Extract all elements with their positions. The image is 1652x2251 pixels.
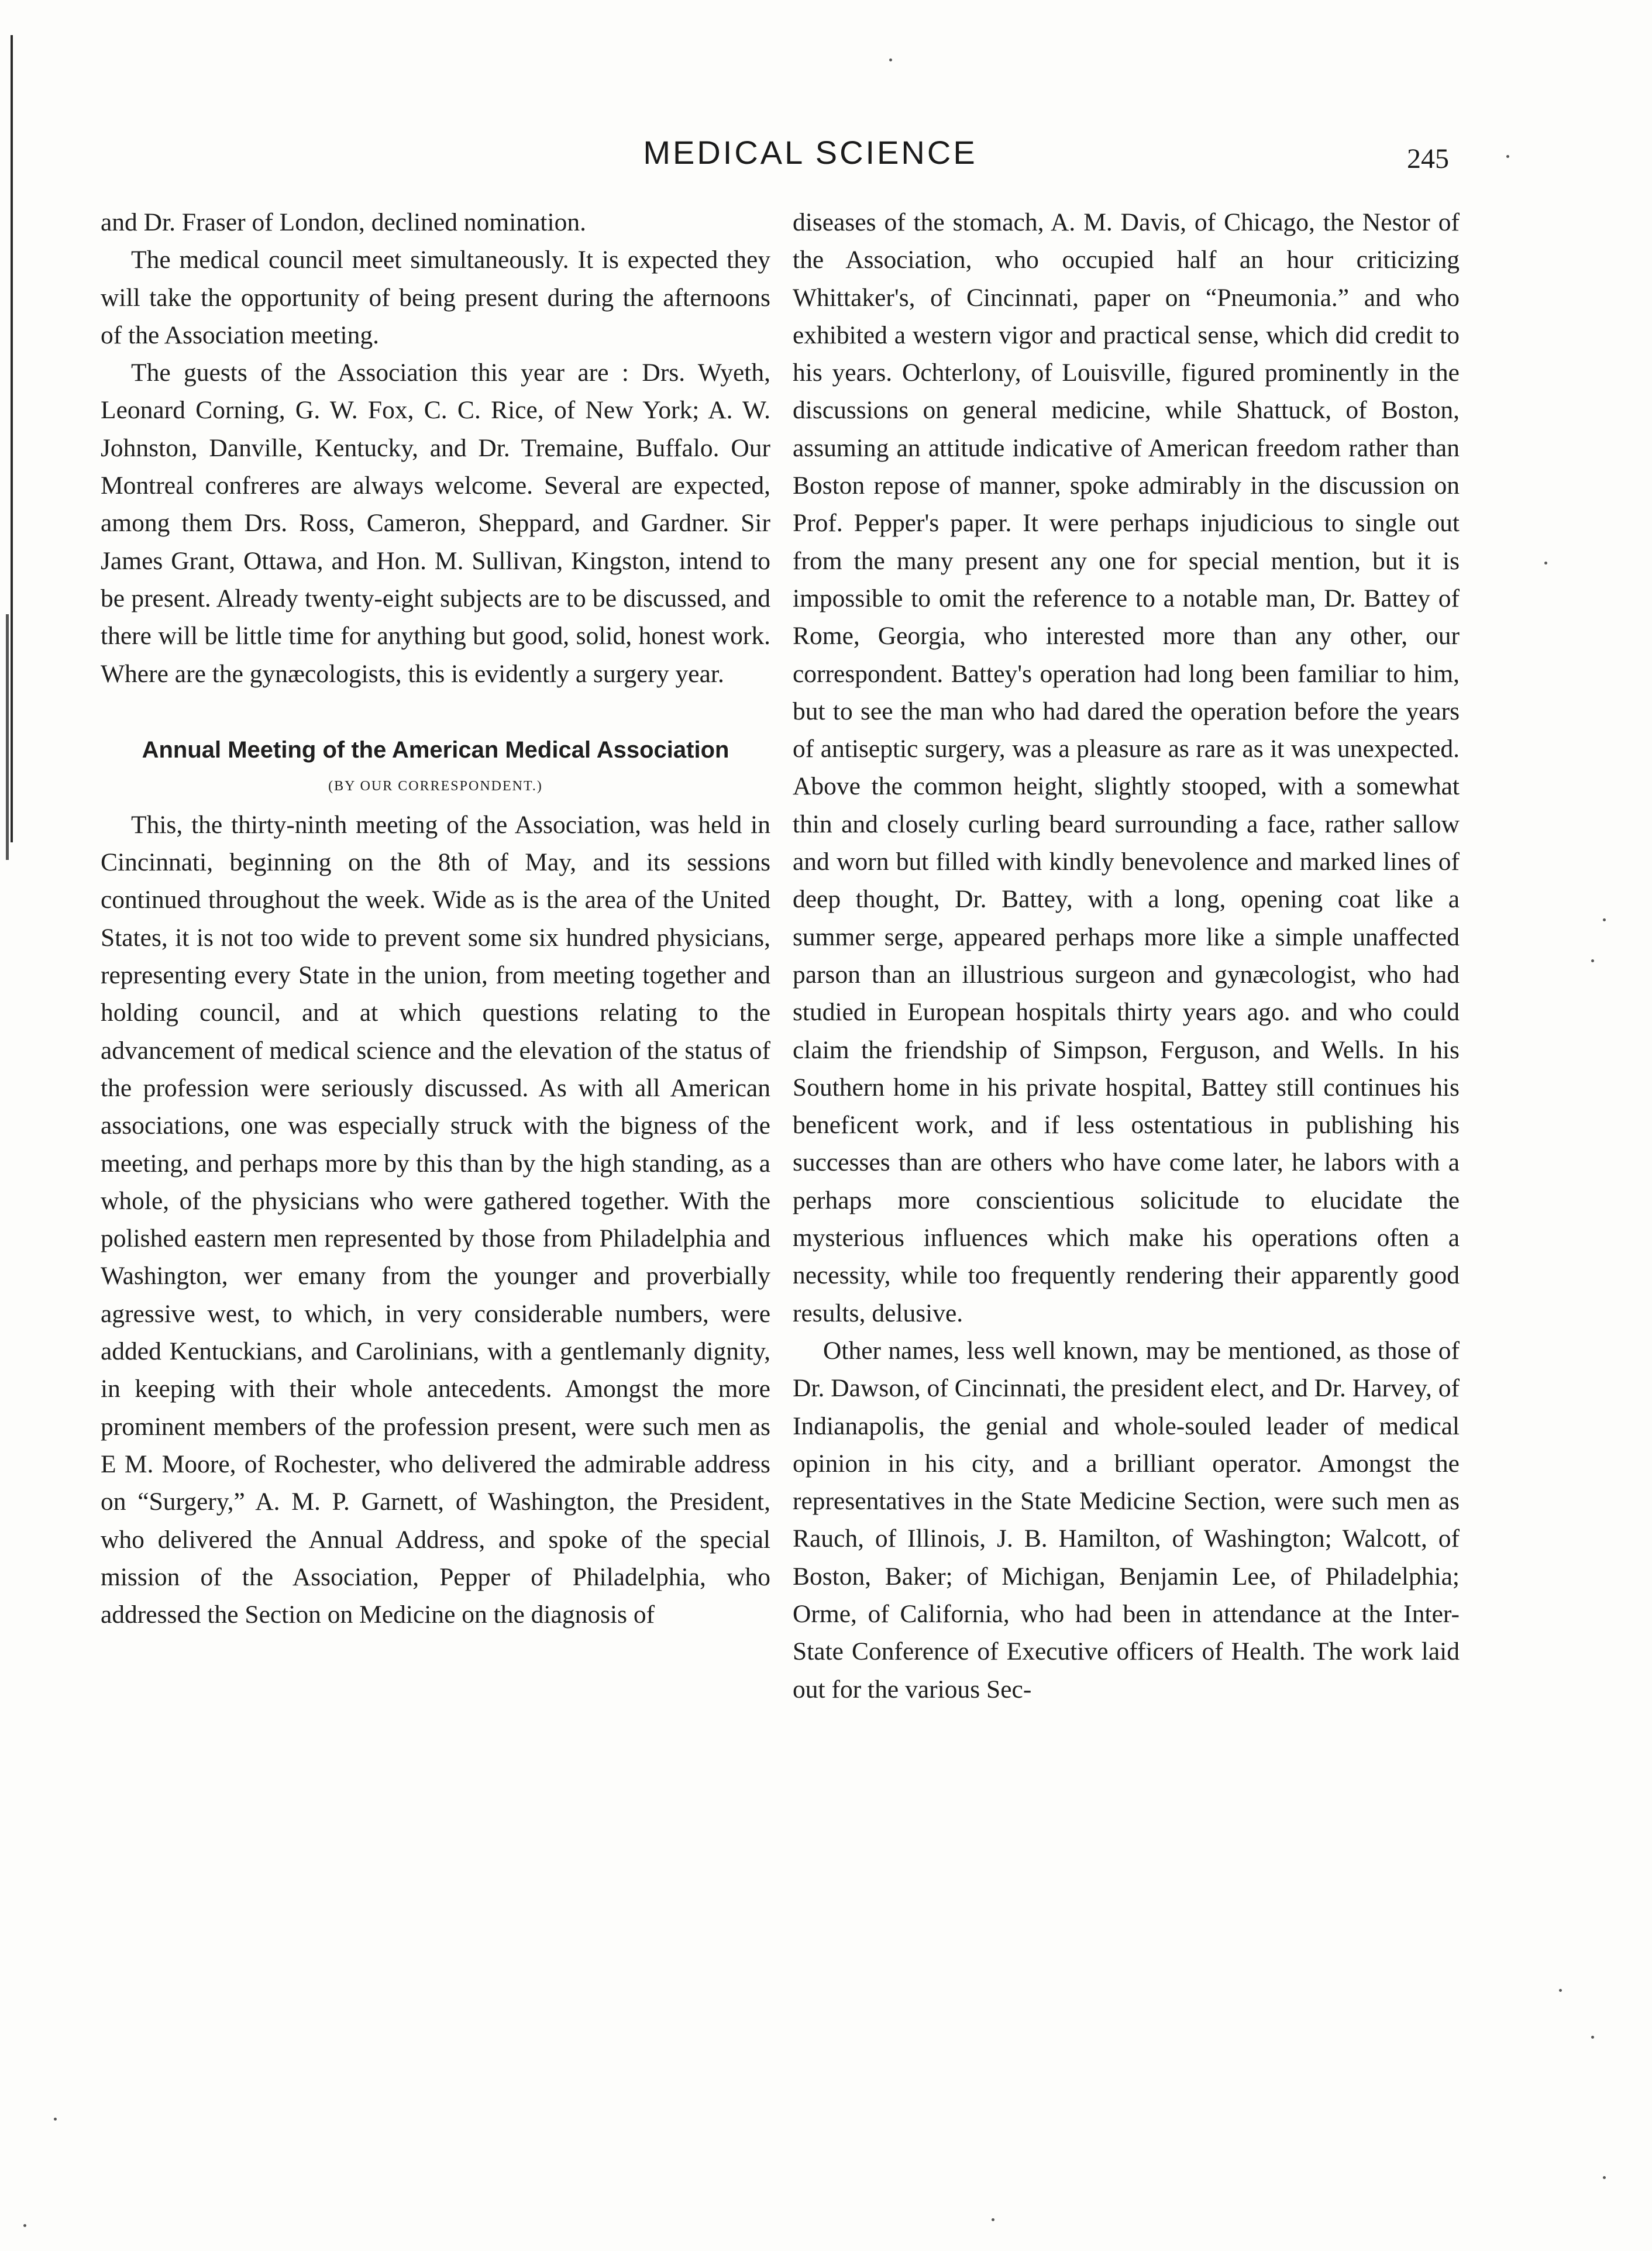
page-number: 245 <box>1407 143 1449 174</box>
paragraph: The guests of the Association this year are : Drs. Wyeth, Leonard Corning, G. W. Fox, C. C. Rice, of New York; A. W. Johnston, Danville, Kentucky, and Dr. Tremaine, Buffalo. Our Montreal confreres are always welcome. Several are expected, among them Drs. Ross, Cameron, Sheppard, and Gardner. Sir James Grant, Ottawa, and Hon. M. Sullivan, Kingston, intend to be present. Already twenty-eight subjects are to be discussed, and there will be little time for anything but good, solid, honest work. Where are the gynæcologists, this is evidently a surgery year. <box>101 359 770 688</box>
running-head: MEDICAL SCIENCE <box>643 134 978 171</box>
scan-speck <box>1591 2036 1594 2039</box>
section-heading: Annual Meeting of the American Medical Association <box>142 736 729 763</box>
scan-speck <box>23 2224 26 2227</box>
scan-speck <box>1559 1989 1562 1992</box>
scan-speck <box>992 2218 994 2221</box>
left-margin-scan-edge <box>11 35 13 842</box>
paragraph: diseases of the stomach, A. M. Davis, of Chicago, the Nestor of the Association, who occupied half an hour criticizing Whittaker's, of Cincinnati, paper on “Pneumonia.” and who exhibited a western vigor and practical sense, which did credit to his years. Ochterlony, of Louisville, figured prominently in the discussions on general medicine, while Shattuck, of Boston, assuming an attitude indicative of American freedom rather than Boston repose of manner, spoke admirably in the discussion on Prof. Pepper's paper. It were perhaps injudicious to single out from the many present any one for special mention, but it is impossible to omit the reference to a notable man, Dr. Battey of Rome, Georgia, who interested more than any other, our correspondent. Battey's operation had long been familiar to him, but to see the man who had dared the operation before the years of antiseptic surgery, was a pleasure as rare as it was unexpected. Above the common height, slightly stooped, with a somewhat thin and closely curling beard surrounding a face, rather sallow and worn but filled with kindly benevolence and marked lines of deep thought, Dr. Battey, with a long, opening coat like a summer serge, appeared perhaps more like a simple unaffected parson than an illustrious surgeon and gynæcologist, who had studied in European hospitals thirty years ago. and who could claim the friendship of Simpson, Ferguson, and Wells. In his Southern home in his private hospital, Battey still continues his beneficent work, and if less ostentatious in publishing his successes than are others who have come later, he labors with a perhaps more conscientious solicitude to elucidate the mysterious influences which make his operations often a necessity, while too frequently rendering their apparently good results, delusive. <box>793 208 1460 1327</box>
byline: (BY OUR CORRESPONDENT.) <box>328 778 543 794</box>
scan-speck <box>54 2118 57 2121</box>
left-margin-scan-edge-lower <box>6 614 9 860</box>
scan-speck <box>1591 959 1594 962</box>
paragraph: This, the thirty-ninth meeting of the Association, was held in Cincinnati, beginning on the 8th of May, and its sessions continued throughout the week. Wide as is the area of the United States, it is not too wide to prevent some six hundred physicians, representing every State in the union, from meeting together and holding council, and at which questions relating to the advancement of medical science and the elevation of the status of the profession were seriously discussed. As with all American associations, one was especially struck with the bigness of the meeting, and perhaps more by this than by the high standing, as a whole, of the physicians who were gathered together. With the polished eastern men represented by those from Philadelphia and Washington, wer emany from the younger and proverbially agressive west, to which, in very considerable numbers, were added Kentuckians, and Carolinians, with a gentlemanly dignity, in keeping with their whole antecedents. Amongst the more prominent members of the profession present, were such men as E M. Moore, of Rochester, who delivered the admirable address on “Surgery,” A. M. P. Garnett, of Washington, the President, who delivered the Annual Address, and spoke of the special mission of the Association, Pepper of Philadelphia, who addressed the Section on Medicine on the diagnosis of <box>101 810 770 1629</box>
scan-speck <box>889 58 892 61</box>
right-column <box>793 204 1460 1708</box>
scan-speck <box>1544 562 1547 565</box>
paragraph: Other names, less well known, may be mentioned, as those of Dr. Dawson, of Cincinnati, the president elect, and Dr. Harvey, of Indianapolis, the genial and whole-souled leader of medical opinion in his city, and a brilliant operator. Amongst the representatives in the State Medicine Section, were such men as Rauch, of Illinois, J. B. Hamilton, of Washington; Walcott, of Boston, Baker; of Michigan, Benjamin Lee, of Philadelphia; Orme, of California, who had been in attendance at the Inter-State Conference of Executive officers of Health. The work laid out for the various Sec- <box>793 1336 1460 1703</box>
paragraph: The medical council meet simultaneously. It is expected they will take the opportunity of being present during the afternoons of the Association meeting. <box>101 246 770 349</box>
scan-speck <box>1603 2176 1606 2179</box>
paragraph: and Dr. Fraser of London, declined nomination. <box>101 208 586 236</box>
scan-speck <box>1603 918 1606 921</box>
scan-speck <box>1506 155 1509 158</box>
left-column <box>101 204 770 1633</box>
